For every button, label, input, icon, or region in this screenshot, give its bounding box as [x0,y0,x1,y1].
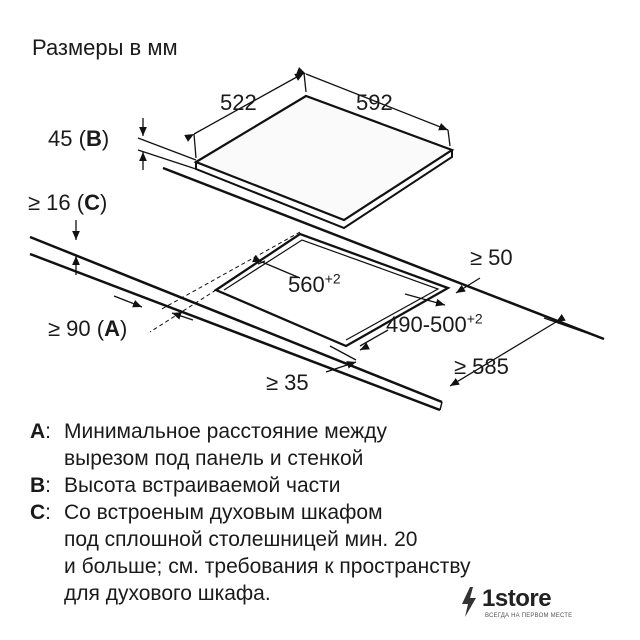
legend-key-c: C: [30,501,52,524]
legend-key-b: B: [30,474,52,497]
legend-row-a [30,418,630,472]
brand-tagline: ВСЕГДА НА ПЕРВОМ МЕСТЕ [485,613,573,619]
dim-16-value: ≥ 16 [28,190,71,215]
dim-490-500 [386,312,483,338]
dim-45-key: B [85,126,102,151]
brand-name: 1store [482,585,552,612]
dim-45-b: 45 (B) [48,126,110,151]
dim-560-tolerance: +2 [324,270,341,287]
legend-text-b: Высота встраиваемой части [64,474,341,497]
dim-16-c: ≥ 16 (C) [28,190,108,215]
dim-490-tolerance: +2 [466,310,483,327]
dim-45-value: 45 [48,126,73,151]
dim-522: 522 [220,90,257,115]
dim-50: ≥ 50 [470,245,513,270]
dim-90-key: A [104,316,121,341]
dim-585: ≥ 585 [454,354,509,379]
dim-16-key: C [84,190,101,215]
dim-35: ≥ 35 [266,370,309,395]
legend-row-b [30,472,630,499]
dim-560 [288,272,341,298]
legend [30,418,630,607]
dim-560-value: 560 [288,272,325,297]
dim-592: 592 [356,90,393,115]
dim-90-a: ≥ 90 (A) [48,316,128,341]
lightning-bolt-icon [460,587,478,617]
legend-key-a: A: [30,420,52,443]
dim-490-value: 490-500 [386,312,467,337]
page-title: Размеры в мм [32,35,178,60]
brand-logo [456,585,576,625]
legend-text-c: Со встроеным духовым шкафом под сплошной столешницей мин. 20 и больше; см. требования к пространству для духового шкафа. [64,501,471,605]
dim-90-value: ≥ 90 [48,316,91,341]
legend-text-a: Минимальное расстояние между вырезом под панель и стенкой [64,420,387,470]
